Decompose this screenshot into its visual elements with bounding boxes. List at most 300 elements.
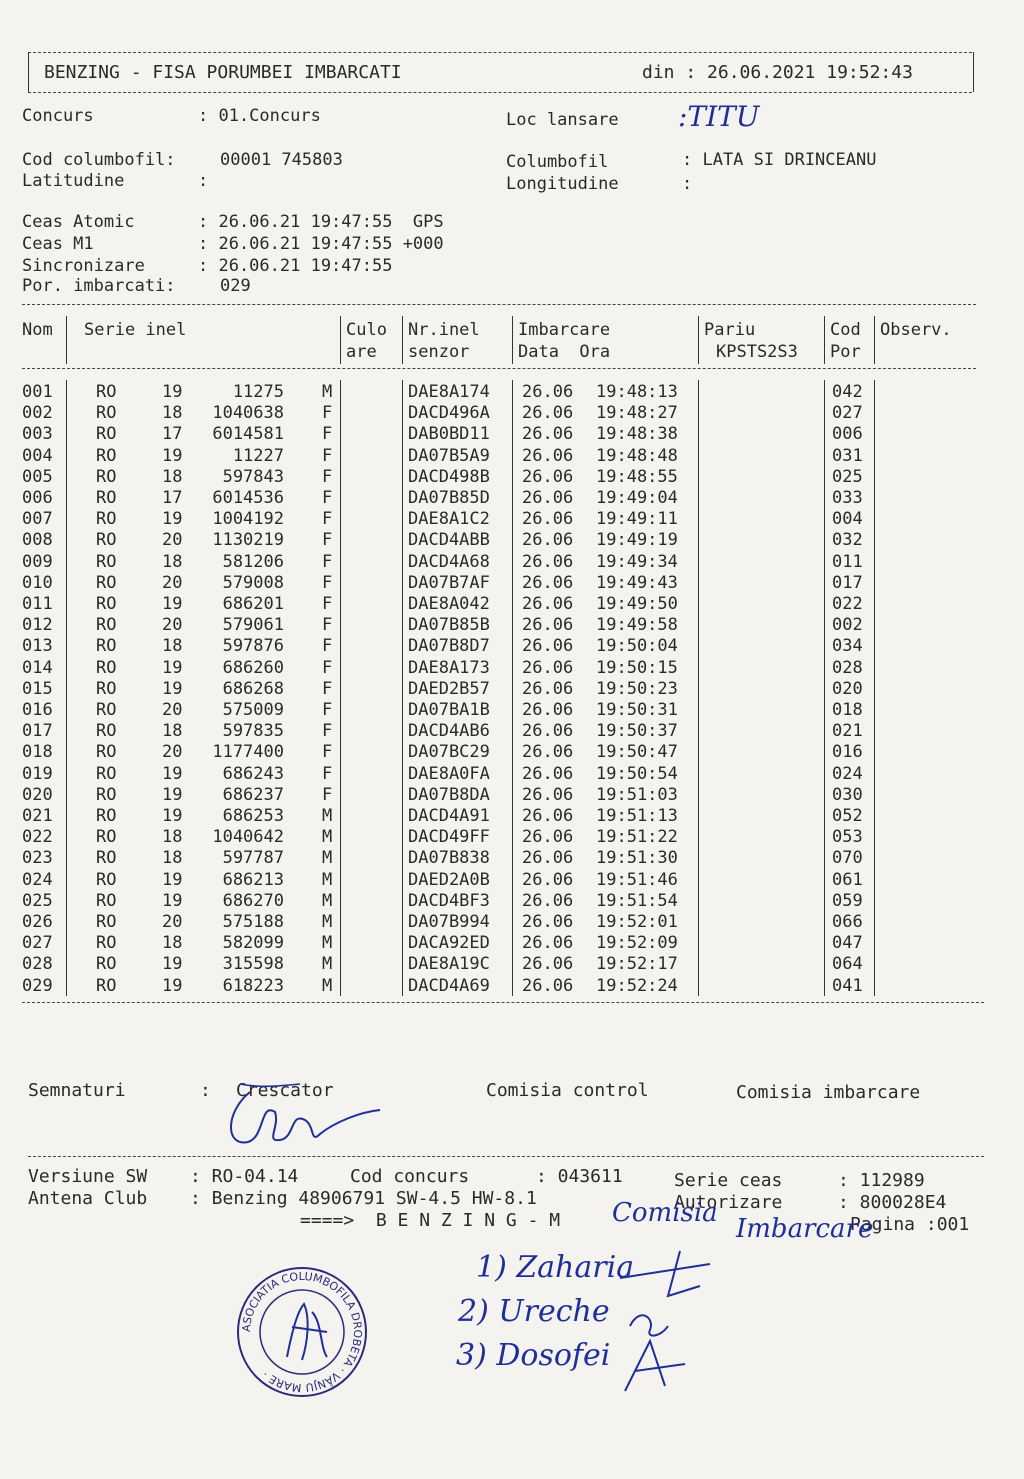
cell-sex: F — [322, 424, 333, 445]
ceas-atomic-value: : 26.06.21 19:47:55 GPS — [198, 212, 444, 232]
cell-data: 26.06 — [522, 975, 574, 996]
cell-data: 26.06 — [522, 848, 574, 869]
longitudine-value: : — [682, 174, 693, 194]
cell-an: 17 — [162, 488, 183, 508]
cell-an: 19 — [162, 509, 183, 530]
header-separator — [66, 316, 67, 364]
cell-nom: 008 — [22, 530, 53, 551]
cell-nom: 024 — [22, 869, 53, 890]
cell-an: 20 — [162, 700, 183, 720]
cell-senzor: DACD4A68 — [408, 551, 490, 572]
serie-ceas-label: Serie ceas — [674, 1170, 783, 1191]
cell-tara: RO — [96, 678, 117, 699]
ceas-m1-label: Ceas M1 — [22, 234, 94, 254]
cell-data: 26.06 — [522, 424, 574, 445]
cell-data: 26.06 — [522, 933, 574, 954]
cell-tara: RO — [96, 466, 117, 487]
cell-sex: F — [322, 742, 333, 763]
cell-an: 19 — [162, 594, 183, 614]
col-header-kpsts2s3: KPSTS2S3 — [716, 342, 798, 362]
cell-ora: 19:51:13 — [596, 806, 678, 826]
cell-data: 26.06 — [522, 784, 574, 805]
cell-data: 26.06 — [522, 912, 574, 932]
cell-data: 26.06 — [522, 530, 574, 551]
cell-cod-por: 066 — [832, 912, 863, 932]
latitudine-value: : — [198, 171, 209, 191]
cell-data: 26.06 — [522, 382, 574, 402]
cell-ora: 19:52:09 — [596, 933, 678, 954]
latitudine-label: Latitudine — [22, 171, 125, 191]
cell-nom: 023 — [22, 848, 53, 869]
table-bottom-divider — [22, 1002, 984, 1003]
cell-tara: RO — [96, 403, 117, 424]
cell-nr-inel: 575009 — [222, 700, 284, 720]
header-separator — [874, 316, 875, 364]
cell-nr-inel: 686270 — [222, 890, 284, 911]
header-separator — [340, 316, 341, 364]
cell-nom: 027 — [22, 933, 53, 954]
semnaturi-colon: : — [200, 1080, 211, 1101]
cell-data: 26.06 — [522, 827, 574, 848]
cell-nr-inel: 1040642 — [212, 827, 284, 848]
cell-senzor: DA07B85B — [408, 615, 490, 636]
cell-tara: RO — [96, 488, 117, 508]
cell-an: 19 — [162, 869, 183, 890]
cell-tara: RO — [96, 636, 117, 657]
cell-cod-por: 020 — [832, 678, 863, 699]
columbofil-label: Columbofil — [506, 152, 609, 172]
cell-an: 19 — [162, 975, 183, 996]
cod-columbofil-value: 00001 745803 — [220, 150, 343, 170]
cell-ora: 19:49:50 — [596, 594, 678, 614]
cell-tara: RO — [96, 700, 117, 720]
cell-sex: M — [322, 806, 333, 826]
cell-cod-por: 027 — [832, 403, 863, 424]
cell-sex: F — [322, 700, 333, 720]
comisia-imbarcare-label: Comisia imbarcare — [736, 1082, 921, 1103]
cell-tara: RO — [96, 975, 117, 996]
cell-data: 26.06 — [522, 594, 574, 614]
cell-an: 19 — [162, 382, 183, 402]
cell-cod-por: 018 — [832, 700, 863, 720]
cell-nr-inel: 6014536 — [212, 488, 284, 508]
cell-nom: 029 — [22, 975, 53, 996]
cell-ora: 19:50:31 — [596, 700, 678, 720]
cell-cod-por: 025 — [832, 466, 863, 487]
cell-nr-inel: 686201 — [222, 594, 284, 614]
cell-nom: 009 — [22, 551, 53, 572]
cell-cod-por: 030 — [832, 784, 863, 805]
cell-ora: 19:49:34 — [596, 551, 678, 572]
cell-ora: 19:48:27 — [596, 403, 678, 424]
cell-ora: 19:50:04 — [596, 636, 678, 657]
cell-nr-inel: 618223 — [222, 975, 284, 996]
cell-nom: 028 — [22, 954, 53, 975]
cell-an: 18 — [162, 403, 183, 424]
cell-an: 20 — [162, 615, 183, 636]
cell-cod-por: 024 — [832, 763, 863, 784]
cell-cod-por: 011 — [832, 551, 863, 572]
cell-nr-inel: 597787 — [222, 848, 284, 869]
col-header-cod: Cod — [830, 320, 861, 340]
versiune-sw-value: : RO-04.14 — [190, 1166, 299, 1187]
cell-nom: 002 — [22, 403, 53, 424]
header-separator — [698, 316, 699, 364]
cell-cod-por: 052 — [832, 806, 863, 826]
cell-nom: 012 — [22, 615, 53, 636]
cell-an: 17 — [162, 424, 183, 445]
cell-nr-inel: 581206 — [222, 551, 284, 572]
cell-senzor: DAE8A042 — [408, 594, 490, 614]
cell-tara: RO — [96, 530, 117, 551]
svg-text:ASOCIATIA COLUMBOFILA DROBETA — [240, 1270, 364, 1394]
cell-ora: 19:50:54 — [596, 763, 678, 784]
cell-cod-por: 070 — [832, 848, 863, 869]
concurs-value: : 01.Concurs — [198, 106, 321, 126]
cell-cod-por: 002 — [832, 615, 863, 636]
table-header-bottom-divider — [22, 368, 976, 369]
cell-data: 26.06 — [522, 954, 574, 975]
handwritten-name-1: 1) Zaharia — [476, 1250, 635, 1285]
col-header-por: Por — [830, 342, 861, 362]
cell-tara: RO — [96, 382, 117, 402]
cell-data: 26.06 — [522, 890, 574, 911]
cell-cod-por: 033 — [832, 488, 863, 508]
title-divider — [28, 92, 972, 93]
cell-senzor: DA07B8DA — [408, 784, 490, 805]
cell-nr-inel: 597843 — [222, 466, 284, 487]
cell-senzor: DACD4A91 — [408, 806, 490, 826]
pagina-number: Pagina :001 — [850, 1214, 970, 1235]
cell-sex: F — [322, 784, 333, 805]
cell-tara: RO — [96, 869, 117, 890]
cell-data: 26.06 — [522, 636, 574, 657]
col-header-data-ora: Data Ora — [518, 342, 611, 362]
longitudine-label: Longitudine — [506, 174, 619, 194]
cell-senzor: DACD4A69 — [408, 975, 490, 996]
cell-nr-inel: 11227 — [232, 445, 284, 466]
cell-ora: 19:49:58 — [596, 615, 678, 636]
cell-an: 20 — [162, 912, 183, 932]
cell-cod-por: 041 — [832, 975, 863, 996]
cell-ora: 19:48:13 — [596, 382, 678, 402]
cell-sex: F — [322, 763, 333, 784]
cell-nr-inel: 582099 — [222, 933, 284, 954]
cell-ora: 19:48:48 — [596, 445, 678, 466]
cell-sex: F — [322, 509, 333, 530]
cell-nr-inel: 686253 — [222, 806, 284, 826]
cell-nom: 005 — [22, 466, 53, 487]
cell-ora: 19:49:43 — [596, 572, 678, 593]
cell-an: 20 — [162, 572, 183, 593]
cell-cod-por: 047 — [832, 933, 863, 954]
body-separator — [874, 380, 875, 996]
cell-cod-por: 028 — [832, 657, 863, 678]
cell-nom: 018 — [22, 742, 53, 763]
loc-lansare-label: Loc lansare — [506, 110, 619, 130]
cell-cod-por: 017 — [832, 572, 863, 593]
col-header-imbarcare: Imbarcare — [518, 320, 611, 340]
cell-cod-por: 016 — [832, 742, 863, 763]
cell-senzor: DAED2A0B — [408, 869, 490, 890]
cell-data: 26.06 — [522, 700, 574, 720]
cell-cod-por: 059 — [832, 890, 863, 911]
cell-data: 26.06 — [522, 509, 574, 530]
cell-nom: 006 — [22, 488, 53, 508]
cod-concurs-label: Cod concurs — [350, 1166, 470, 1187]
cell-an: 19 — [162, 657, 183, 678]
cell-nom: 003 — [22, 424, 53, 445]
concurs-label: Concurs — [22, 106, 94, 126]
cell-data: 26.06 — [522, 763, 574, 784]
cell-nom: 001 — [22, 382, 53, 402]
comisia-control-label: Comisia control — [486, 1080, 649, 1101]
cell-ora: 19:51:03 — [596, 784, 678, 805]
loc-lansare-value: :TITU — [678, 100, 760, 133]
cell-senzor: DA07B85D — [408, 488, 490, 508]
cell-data: 26.06 — [522, 551, 574, 572]
cell-an: 18 — [162, 636, 183, 657]
autorizare-label: Autorizare — [674, 1192, 783, 1213]
cell-cod-por: 064 — [832, 954, 863, 975]
cell-an: 18 — [162, 933, 183, 954]
cell-data: 26.06 — [522, 721, 574, 742]
cell-sex: F — [322, 488, 333, 508]
cell-ora: 19:50:47 — [596, 742, 678, 763]
cell-cod-por: 022 — [832, 594, 863, 614]
cell-nr-inel: 1040638 — [212, 403, 284, 424]
cell-ora: 19:52:24 — [596, 975, 678, 996]
handwritten-initials — [610, 1246, 720, 1396]
cell-senzor: DACA92ED — [408, 933, 490, 954]
cell-nr-inel: 1130219 — [212, 530, 284, 551]
cell-sex: M — [322, 912, 333, 932]
cell-senzor: DAE8A173 — [408, 657, 490, 678]
cell-sex: F — [322, 466, 333, 487]
cell-nr-inel: 575188 — [222, 912, 284, 932]
cell-nr-inel: 11275 — [232, 382, 284, 402]
cell-sex: F — [322, 615, 333, 636]
cell-nom: 016 — [22, 700, 53, 720]
cell-ora: 19:50:37 — [596, 721, 678, 742]
versiune-sw-label: Versiune SW — [28, 1166, 148, 1187]
header-separator — [512, 316, 513, 364]
cell-an: 18 — [162, 721, 183, 742]
cell-sex: M — [322, 933, 333, 954]
cell-ora: 19:51:54 — [596, 890, 678, 911]
cell-sex: M — [322, 382, 333, 402]
sincronizare-value: : 26.06.21 19:47:55 — [198, 256, 393, 276]
cell-cod-por: 032 — [832, 530, 863, 551]
cell-nom: 025 — [22, 890, 53, 911]
cell-nr-inel: 597835 — [222, 721, 284, 742]
antena-club-value: : Benzing 48906791 SW-4.5 HW-8.1 — [190, 1188, 537, 1209]
cell-ora: 19:51:30 — [596, 848, 678, 869]
cell-senzor: DAB0BD11 — [408, 424, 490, 445]
porumbei-imbarcati-label: Por. imbarcati: — [22, 276, 176, 296]
ceas-atomic-label: Ceas Atomic — [22, 212, 135, 232]
cell-nom: 017 — [22, 721, 53, 742]
cell-nr-inel: 579008 — [222, 572, 284, 593]
cell-an: 18 — [162, 466, 183, 487]
crescator-label: Crescator — [236, 1080, 334, 1101]
cell-tara: RO — [96, 424, 117, 445]
cell-ora: 19:52:17 — [596, 954, 678, 975]
cell-tara: RO — [96, 912, 117, 932]
handwritten-comisia: Comisia — [612, 1198, 718, 1228]
cod-concurs-value: : 043611 — [536, 1166, 623, 1187]
cell-data: 26.06 — [522, 445, 574, 466]
cell-tara: RO — [96, 890, 117, 911]
cell-tara: RO — [96, 615, 117, 636]
cell-tara: RO — [96, 954, 117, 975]
porumbei-imbarcati-value: 029 — [220, 276, 251, 296]
cell-cod-por: 053 — [832, 827, 863, 848]
cell-data: 26.06 — [522, 678, 574, 699]
cell-sex: F — [322, 594, 333, 614]
cell-tara: RO — [96, 827, 117, 848]
cell-nom: 013 — [22, 636, 53, 657]
ceas-m1-value: : 26.06.21 19:47:55 +000 — [198, 234, 444, 254]
cell-an: 20 — [162, 742, 183, 763]
cell-sex: M — [322, 890, 333, 911]
col-header-nr-inel: Nr.inel — [408, 320, 480, 340]
cell-senzor: DACD496A — [408, 403, 490, 424]
cell-cod-por: 004 — [832, 509, 863, 530]
association-stamp — [232, 1262, 372, 1402]
cell-an: 19 — [162, 806, 183, 826]
cell-ora: 19:50:23 — [596, 678, 678, 699]
cell-sex: F — [322, 572, 333, 593]
benzing-banner: ====> B E N Z I N G - M — [300, 1210, 561, 1231]
cell-ora: 19:49:11 — [596, 509, 678, 530]
cell-tara: RO — [96, 721, 117, 742]
cell-nr-inel: 686268 — [222, 678, 284, 699]
cell-ora: 19:50:15 — [596, 657, 678, 678]
cell-data: 26.06 — [522, 488, 574, 508]
cell-cod-por: 034 — [832, 636, 863, 657]
cell-tara: RO — [96, 445, 117, 466]
cell-data: 26.06 — [522, 806, 574, 826]
cell-senzor: DACD4AB6 — [408, 721, 490, 742]
cell-an: 18 — [162, 848, 183, 869]
cell-nr-inel: 686213 — [222, 869, 284, 890]
cell-tara: RO — [96, 657, 117, 678]
table-header-top-divider — [22, 304, 976, 305]
cell-nom: 026 — [22, 912, 53, 932]
cell-senzor: DA07B5A9 — [408, 445, 490, 466]
header-separator — [402, 316, 403, 364]
cell-senzor: DACD4ABB — [408, 530, 490, 551]
cell-tara: RO — [96, 509, 117, 530]
cell-sex: M — [322, 869, 333, 890]
cell-senzor: DAED2B57 — [408, 678, 490, 699]
cell-sex: F — [322, 445, 333, 466]
col-header-observatii: Observ. — [880, 320, 952, 340]
cell-nom: 011 — [22, 594, 53, 614]
cell-senzor: DA07B994 — [408, 912, 490, 932]
cell-nr-inel: 686237 — [222, 784, 284, 805]
cell-nr-inel: 597876 — [222, 636, 284, 657]
cell-ora: 19:49:04 — [596, 488, 678, 508]
col-header-culoare-2: are — [346, 342, 377, 362]
cell-senzor: DAE8A174 — [408, 382, 490, 402]
cell-an: 19 — [162, 445, 183, 466]
cell-an: 19 — [162, 678, 183, 699]
header-separator — [824, 316, 825, 364]
cell-nom: 020 — [22, 784, 53, 805]
cell-sex: F — [322, 636, 333, 657]
cell-tara: RO — [96, 784, 117, 805]
cell-ora: 19:51:46 — [596, 869, 678, 890]
cell-sex: M — [322, 827, 333, 848]
cell-data: 26.06 — [522, 466, 574, 487]
cell-cod-por: 006 — [832, 424, 863, 445]
handwritten-name-2: 2) Ureche — [458, 1294, 610, 1329]
cell-senzor: DA07B7AF — [408, 572, 490, 593]
cell-nr-inel: 1004192 — [212, 509, 284, 530]
col-header-culoare-1: Culo — [346, 320, 387, 340]
cell-an: 18 — [162, 827, 183, 848]
cell-cod-por: 031 — [832, 445, 863, 466]
cell-nr-inel: 686243 — [222, 763, 284, 784]
cell-senzor: DAE8A1C2 — [408, 509, 490, 530]
serie-ceas-value: : 112989 — [838, 1170, 925, 1191]
cell-sex: M — [322, 954, 333, 975]
cell-nom: 014 — [22, 657, 53, 678]
cell-tara: RO — [96, 763, 117, 784]
cell-senzor: DAE8A19C — [408, 954, 490, 975]
cell-an: 19 — [162, 890, 183, 911]
cell-ora: 19:49:19 — [596, 530, 678, 551]
cell-senzor: DA07BC29 — [408, 742, 490, 763]
document-datetime: din : 26.06.2021 19:52:43 — [642, 62, 913, 83]
cell-tara: RO — [96, 594, 117, 614]
cell-data: 26.06 — [522, 572, 574, 593]
cell-nr-inel: 579061 — [222, 615, 284, 636]
cod-columbofil-label: Cod columbofil: — [22, 150, 176, 170]
cell-an: 19 — [162, 763, 183, 784]
antena-club-label: Antena Club — [28, 1188, 148, 1209]
cell-nom: 010 — [22, 572, 53, 593]
cell-nr-inel: 315598 — [222, 954, 284, 975]
cell-tara: RO — [96, 933, 117, 954]
cell-nom: 021 — [22, 806, 53, 826]
col-header-senzor: senzor — [408, 342, 470, 362]
cell-nom: 022 — [22, 827, 53, 848]
cell-nr-inel: 6014581 — [212, 424, 284, 445]
cell-data: 26.06 — [522, 742, 574, 763]
cell-sex: M — [322, 975, 333, 996]
cell-senzor: DA07B838 — [408, 848, 490, 869]
cell-sex: F — [322, 403, 333, 424]
body-separator — [512, 380, 513, 996]
autorizare-value: : 800028E4 — [838, 1192, 947, 1213]
cell-cod-por: 061 — [832, 869, 863, 890]
cell-tara: RO — [96, 742, 117, 763]
cell-sex: F — [322, 678, 333, 699]
cell-nr-inel: 1177400 — [212, 742, 284, 763]
cell-sex: F — [322, 530, 333, 551]
cell-sex: F — [322, 551, 333, 572]
cell-senzor: DACD498B — [408, 466, 490, 487]
col-header-nom: Nom — [22, 320, 53, 340]
handwritten-name-3: 3) Dosofei — [456, 1338, 611, 1373]
cell-an: 19 — [162, 954, 183, 975]
cell-nom: 007 — [22, 509, 53, 530]
cell-sex: M — [322, 848, 333, 869]
crescator-signature — [220, 1082, 390, 1154]
